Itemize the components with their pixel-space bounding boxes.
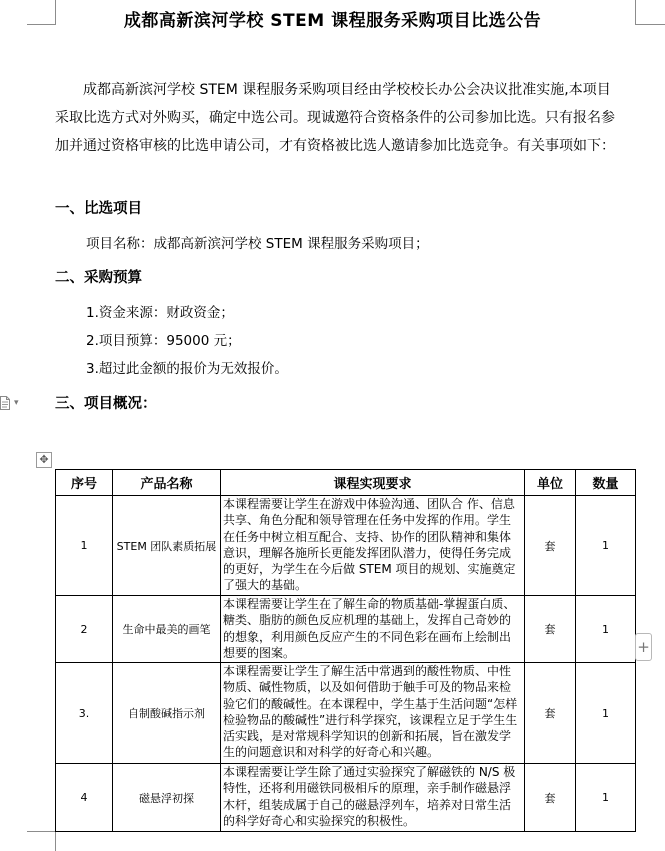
table-row xyxy=(56,663,636,764)
cell-quantity: 1 xyxy=(576,496,636,596)
cell-unit: 套 xyxy=(525,663,576,764)
document-icon[interactable] xyxy=(0,395,10,409)
header-requirements: 课程实现要求 xyxy=(221,470,525,496)
header-quantity: 数量 xyxy=(576,470,636,496)
budget-line-3: 3.超过此金额的报价为无效报价。 xyxy=(86,361,288,377)
section-heading-budget: 二、采购预算 xyxy=(55,270,142,286)
cell-unit: 套 xyxy=(525,496,576,596)
budget-line-2: 2.项目预算：95000 元； xyxy=(86,333,241,349)
cell-quantity: 1 xyxy=(576,596,636,663)
document-title: 成都高新滨河学校 STEM 课程服务采购项目比选公告 xyxy=(123,11,542,31)
cell-product-name: 磁悬浮初探 xyxy=(113,764,221,832)
add-row-button[interactable]: + xyxy=(635,633,652,661)
cell-quantity: 1 xyxy=(576,764,636,832)
cell-no: 2 xyxy=(56,596,113,663)
section-heading-overview: 三、项目概况： xyxy=(55,396,157,412)
intro-paragraph: 成都高新滨河学校 STEM 课程服务采购项目经由学校校长办公会决议批准实施,本项目采取比选方式对外购买，确定中选公司。现诚邀符合资格条件的公司参加比选。只有报名参加并通过资格审核的比选申请公司，才有资格被比选人邀请参加比选竞争。有关事项如下： xyxy=(55,82,615,154)
cell-product-name: 自制酸碱指示剂 xyxy=(113,663,221,764)
header-no: 序号 xyxy=(56,470,113,496)
cell-no: 1 xyxy=(56,496,113,596)
cell-product-name: 生命中最美的画笔 xyxy=(113,596,221,663)
cell-unit: 套 xyxy=(525,764,576,832)
cell-quantity: 1 xyxy=(576,663,636,764)
header-unit: 单位 xyxy=(525,470,576,496)
table-row xyxy=(56,596,636,663)
table-row xyxy=(56,496,636,596)
cell-no: 4 xyxy=(56,764,113,832)
cell-product-name: STEM 团队素质拓展 xyxy=(113,496,221,596)
project-overview-table xyxy=(55,469,636,832)
cell-requirements: 本课程需要让学生除了通过实验探究了解磁铁的 N/S 极特性，还将利用磁铁同极相斥的原理，亲手制作磁悬浮木杆，组装成属于自己的磁悬浮列车，培养对日常生活的科学好奇心和实验探究的积极性。 xyxy=(221,764,525,832)
table-move-handle-icon[interactable]: ✥ xyxy=(36,452,52,468)
header-product-name: 产品名称 xyxy=(113,470,221,496)
cell-unit: 套 xyxy=(525,596,576,663)
chevron-down-icon[interactable]: ▾ xyxy=(14,398,19,408)
cell-requirements: 本课程需要让学生在游戏中体验沟通、团队合 作、信息共享、角色分配和领导管理在任务中发挥的作用。学生在任务中树立相互配合、支持、协作的团队精神和集体意识，理解各施所长更能发挥团队潜力，使得任务完成的更好，为学生在今后做 STEM 项目的规划、实施奠定了强大的基础。 xyxy=(221,496,525,596)
cell-requirements: 本课程需要让学生在了解生命的物质基础-掌握蛋白质、糖类、脂肪的颜色反应机理的基础上，发挥自己奇妙的的想象，利用颜色反应产生的不同色彩在画布上绘制出想要的图案。 xyxy=(221,596,525,663)
cell-no: 3. xyxy=(56,663,113,764)
section-heading-project: 一、比选项目 xyxy=(55,201,142,217)
table-header-row xyxy=(56,470,636,496)
table-row xyxy=(56,764,636,832)
project-name-line: 项目名称：成都高新滨河学校 STEM 课程服务采购项目； xyxy=(86,236,429,252)
cell-requirements: 本课程需要让学生了解生活中常遇到的酸性物质、中性物质、碱性物质，以及如何借助于触手可及的物品来检验它们的酸碱性。在本课程中，学生基于生活问题“怎样检验物品的酸碱性”进行科学探究，该课程立足于学生生活实践，是对常规科学知识的创新和拓展，旨在激发学生的问题意识和对科学的好奇心和兴趣。 xyxy=(221,663,525,764)
budget-line-1: 1.资金来源：财政资金； xyxy=(86,305,234,321)
